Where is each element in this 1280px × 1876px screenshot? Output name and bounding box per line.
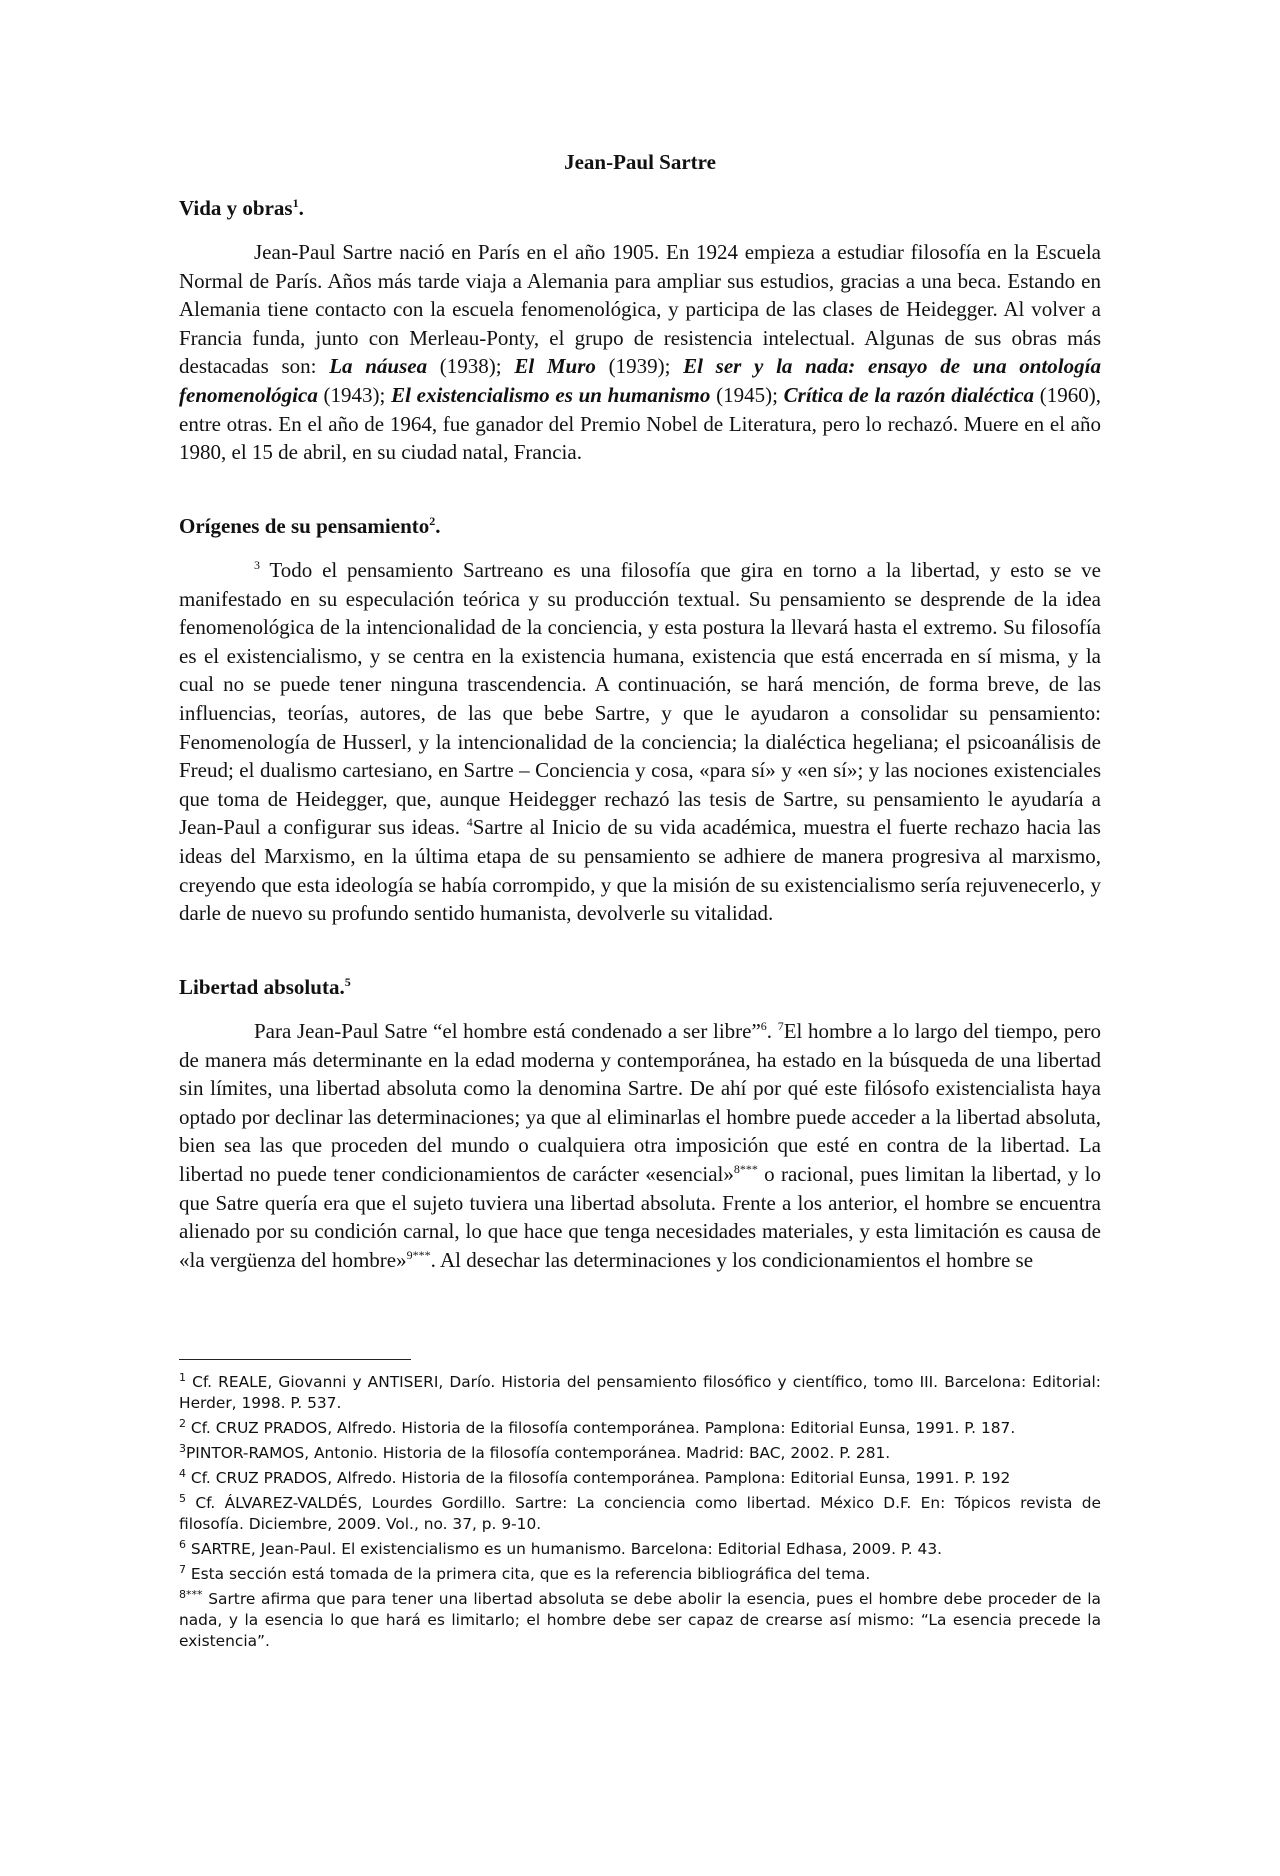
footnote-6: $^6$ SARTRE, Jean-Paul. El existencialismo es un humanismo. Barcelona: Editorial Edhasa, 2009. P. 43.	[179, 1537, 943, 1558]
footnote-7: $^7$ Esta sección está tomada de la primera cita, que es la referencia bibliográfica del tema.	[179, 1562, 871, 1583]
section-heading-libertad: Libertad absoluta.$^5$	[179, 975, 351, 999]
footnote-4: $^4$ Cf. CRUZ PRADOS, Alfredo. Historia de la filosofía contemporánea. Pamplona: Editorial Eunsa, 1991. P. 192	[179, 1466, 1011, 1487]
footnote-ref-2[interactable]: 2	[429, 514, 436, 528]
work-title: La náusea	[329, 354, 428, 379]
section-heading-origenes: Orígenes de su pensamiento$^2$.	[179, 514, 441, 538]
footnote-ref-6[interactable]: 6	[760, 1019, 767, 1033]
work-title: Crítica de la razón dialéctica	[783, 382, 1035, 407]
section-vida	[179, 194, 1101, 222]
footnote-5: $^5$ Cf. ÁLVAREZ-VALDÉS, Lourdes Gordillo. Sartre: La conciencia como libertad. México D.F. En: Tópicos revista de filosofía. Diciembre, 2009. Vol., no. 37, p. 9-10.	[179, 1491, 1101, 1533]
footnotes	[179, 1372, 1101, 1656]
document-title: Jean-Paul Sartre	[564, 150, 716, 174]
footnote-ref-9[interactable]: 9***	[406, 1247, 431, 1262]
footnote-ref-8[interactable]: 8***	[733, 1161, 758, 1176]
paragraph-vida: Jean-Paul Sartre nació en París en el año 1905. En 1924 empieza a estudiar filosofía en la Escuela Normal de París. Años más tarde viaja a Alemania para ampliar sus estudios, gracias a una beca. Estando en Alemania tiene contacto con la escuela fenomenológica, y participa de las clases de Heidegger. Al volver a Francia funda, junto con Merleau-Ponty, el grupo de resistencia intelectual. Algunas de sus obras más destacadas son: La náusea (1938); El Muro (1939); El ser y la nada: ensayo de una ontología fenomenológica (1943); El existencialismo es un humanismo (1945); Crítica de la razón dialéctica (1960), entre otras. En el año de 1964, fue ganador del Premio Nobel de Literatura, pero lo rechazó. Muere en el año 1980, el 15 de abril, en su ciudad natal, Francia.	[179, 240, 1101, 465]
work-title: El Muro	[514, 354, 596, 379]
paragraph-libertad: Para Jean-Paul Satre “el hombre está condenado a ser libre”$^6$. $^7$El hombre a lo largo del tiempo, pero de manera más determinante en la edad moderna y contemporánea, ha estado en la búsqueda de una libertad sin límites, una libertad absoluta como la denomina Sartre. De ahí por qué este filósofo existencialista haya optado por declinar las determinaciones; ya que al eliminarlas el hombre puede acceder a la libertad absoluta, bien sea las que proceden del mundo o cualquiera otra imposición que esté en contra de la libertad. La libertad no puede tener condicionamientos de carácter «esencial»$^{8***}$ o racional, pues limitan la libertad, y lo que Satre quería era que el sujeto tuviera una libertad absoluta. Frente a los anterior, el hombre se encuentra alienado por su condición carnal, lo que hace que tenga necesidades materiales, y esta limitación es causa de «la vergüenza del hombre»$^{9***}$. Al desechar las determinaciones y los condicionamientos el hombre se	[179, 1019, 1102, 1272]
footnote-ref-5[interactable]: 5	[344, 975, 351, 989]
work-title: El existencialismo es un humanismo	[391, 382, 711, 407]
footnote-8: $^{8***}$ Sartre afirma que para tener una libertad absoluta se debe abolir la esencia, pues el hombre debe proceder de la nada, y la esencia lo que hará es limitarlo; el hombre debe ser capaz de crearse así mismo: “La esencia precede la existencia”.	[179, 1587, 1101, 1650]
footnote-ref-7[interactable]: 7	[777, 1019, 784, 1033]
footnote-ref-4[interactable]: 4	[466, 815, 473, 830]
footnote-2: $^2$ Cf. CRUZ PRADOS, Alfredo. Historia de la filosofía contemporánea. Pamplona: Editorial Eunsa, 1991. P. 187.	[179, 1416, 1016, 1437]
footnote-ref-1[interactable]: 1	[292, 196, 299, 210]
paragraph-origenes: $^3$ Todo el pensamiento Sartreano es una filosofía que gira en torno a la libertad, y esto se ve manifestado en su especulación teórica y su producción textual. Su pensamiento se desprende de la idea fenomenológica de la intencionalidad de la conciencia, y esta postura la llevará hasta el extremo. Su filosofía es el existencialismo, y se centra en la existencia humana, existencia que está encerrada en sí misma, y la cual no se puede tener ninguna trascendencia. A continuación, se hará mención, de forma breve, de las influencias, teorías, autores, de las que bebe Sartre, y que le ayudaron a consolidar su pensamiento: Fenomenología de Husserl, y la intencionalidad de la conciencia; la dialéctica hegeliana; el psicoanálisis de Freud; el dualismo cartesiano, en Sartre – Conciencia y cosa, «para sí» y «en sí»; y las nociones existenciales que toma de Heidegger, que, aunque Heidegger rechazó las tesis de Sartre, su pensamiento le ayudaría a Jean-Paul a configurar sus ideas. $^4$Sartre al Inicio de su vida académica, muestra el fuerte rechazo hacia las ideas del Marxismo, en la última etapa de su pensamiento se adhiere de manera progresiva al marxismo, creyendo que esta ideología se había corrompido, y que la misión de su existencialismo sería rejuvenecerlo, y darle de nuevo su profundo sentido humanista, devolverle su vitalidad.	[179, 558, 1101, 926]
section-heading-vida: Vida y obras$^1$.	[179, 196, 304, 220]
section-origenes	[179, 512, 1101, 540]
work-title: El ser y la nada: ensayo de una ontología fenomenológica	[179, 354, 1101, 407]
footnote-3: $^3$PINTOR-RAMOS, Antonio. Historia de la filosofía contemporánea. Madrid: BAC, 2002. P. 281.	[179, 1441, 891, 1462]
footnote-ref-3[interactable]: 3	[254, 558, 260, 572]
footnote-1: $^1$ Cf. REALE, Giovanni y ANTISERI, Darío. Historia del pensamiento filosófico y científico, tomo III. Barcelona: Editorial: Herder, 1998. P. 537.	[179, 1370, 1101, 1412]
section-libertad	[179, 973, 1101, 1001]
footnote-separator	[179, 1359, 411, 1360]
